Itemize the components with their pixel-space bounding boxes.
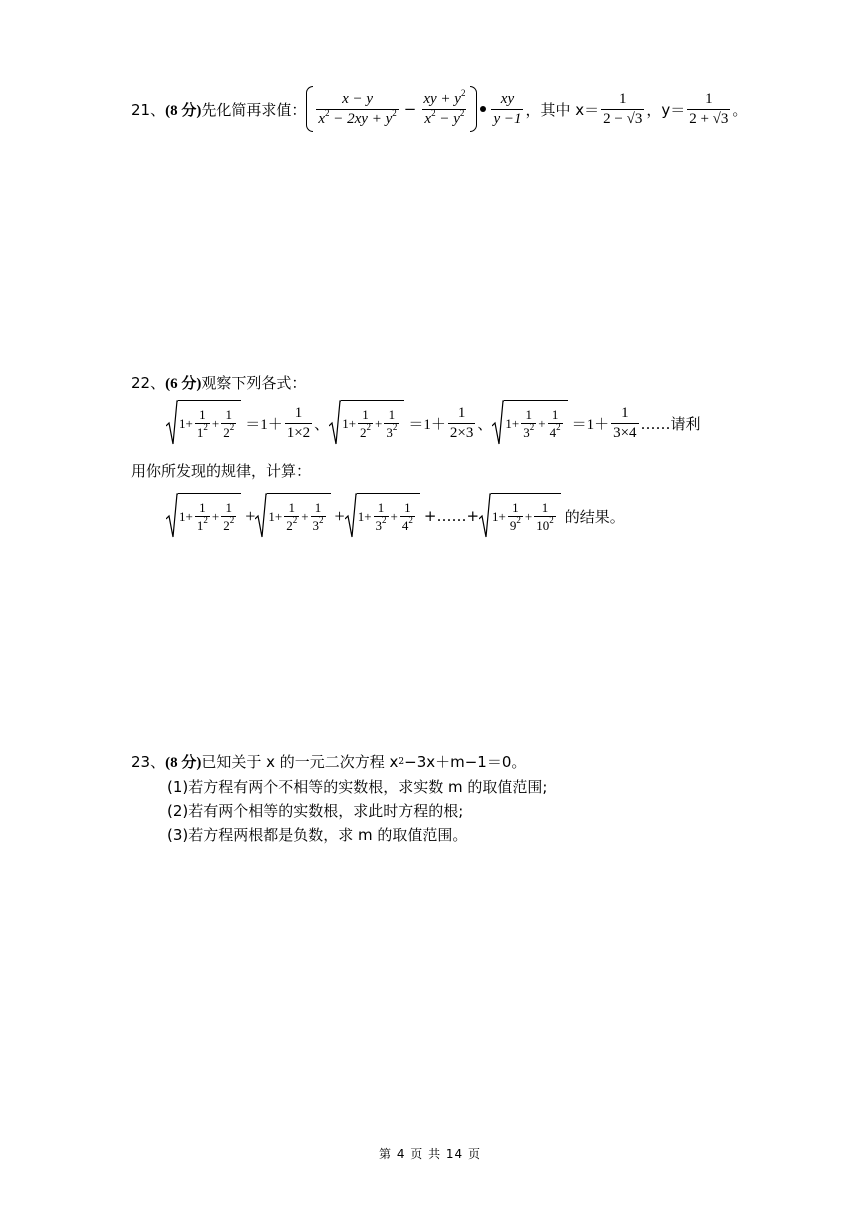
left-paren: [306, 86, 313, 132]
q23-number: 23、: [131, 753, 166, 771]
q22-examples: 1+ $\frac{1}{1^2}$ + $\frac{1}{2^2}$ ＝1＋ $\frac{1}{1\times 2}$ 、 1+ $\frac{1}{2^2}$ + $\frac{1}{3^2}$ ＝1＋ $\frac{1}{2\times 3}$ 、 1+ $\frac{1}{3^2}$ + $\frac{1}{4^2}$ ＝1＋ $\frac{1}{3\times 4}$ ……请利: [166, 400, 701, 446]
q21-points: (8 分): [165, 102, 202, 119]
question-21: 21、 (8 分) 先化简再求值： $\frac{x - y}{x^2 - 2xy + y^2}$ − $\frac{xy + y^2}{x^2 - y^2}$ $\frac{xy}{y -1}$ ，其中 x＝ $\frac{1}{2 - √3}$ ，y＝ $\frac{1}{2 + √3}$ 。: [131, 86, 747, 132]
q22-ellipsis: +……+: [423, 507, 480, 525]
example-3-sqrt: 1+ $\frac{1}{3^2}$ + $\frac{1}{4^2}$: [492, 400, 567, 446]
q21-end: 。: [732, 100, 748, 119]
multiply-dot: [480, 106, 486, 112]
example-1-sqrt: 1+ $\frac{1}{1^2}$ + $\frac{1}{2^2}$: [166, 400, 241, 446]
q21-fraction-2: $\frac{xy + y^2}{x^2 - y^2}$: [423, 87, 466, 127]
question-22-header: [131, 372, 306, 393]
q22-result-text: 的结果。: [564, 507, 625, 526]
q21-y-label: ，y＝: [646, 100, 686, 119]
q21-instruction: 先化简再求值：: [201, 100, 307, 119]
q21-fraction-3: $\frac{xy}{y -1}$: [493, 90, 522, 127]
q23-part-3: (3)若方程两根都是负数，求 m 的取值范围。: [167, 826, 468, 844]
q22-points: (6 分): [165, 376, 202, 392]
sum-term-1: 1+ $\frac{1}{1^2}$ + $\frac{1}{2^2}$: [166, 493, 241, 539]
right-paren: [470, 86, 477, 132]
page-footer: 第 4 页 共 14 页: [379, 1147, 481, 1161]
q21-fraction-1: $\frac{x - y}{x^2 - 2xy + y^2}$: [318, 90, 397, 127]
q21-where: ，其中 x＝: [525, 100, 600, 119]
sum-term-2: 1+ $\frac{1}{2^2}$ + $\frac{1}{3^2}$: [255, 493, 330, 539]
question-23-header: 23、 (8 分) 已知关于 x 的一元二次方程 x 2 −3x＋m−1＝0。: [131, 753, 527, 771]
sum-term-last: 1+ $\frac{1}{9^2}$ + $\frac{1}{10^2}$: [479, 493, 561, 539]
q22-instruction: 观察下列各式：: [201, 374, 307, 392]
example-2-sqrt: 1+ $\frac{1}{2^2}$ + $\frac{1}{3^2}$: [329, 400, 404, 446]
q21-x-value: $\frac{1}{2 - √3}$: [603, 90, 643, 127]
q22-line2: 用你所发现的规律，计算：: [131, 462, 312, 480]
sum-term-3: 1+ $\frac{1}{3^2}$ + $\frac{1}{4^2}$: [345, 493, 420, 539]
q21-number: 21、: [131, 100, 166, 119]
q23-part-1: (1)若方程有两个不相等的实数根，求实数 m 的取值范围;: [167, 778, 548, 796]
q22-sum-expression: 1+ $\frac{1}{1^2}$ + $\frac{1}{2^2}$ + 1+ $\frac{1}{2^2}$ + $\frac{1}{3^2}$ + 1+ $\frac{1}{3^2}$ + $\frac{1}{4^2}$ +……+ 1+ $\frac{1}{9^2}$ + $\frac{1}{10^2}$ 的结果。: [166, 493, 625, 539]
q21-y-value: $\frac{1}{2 + √3}$: [689, 90, 729, 127]
q23-part-2: (2)若有两个相等的实数根，求此时方程的根;: [167, 802, 464, 820]
q22-continue: ……请利: [640, 414, 701, 433]
q23-points: (8 分): [165, 755, 202, 771]
q22-number: 22、: [131, 374, 166, 392]
